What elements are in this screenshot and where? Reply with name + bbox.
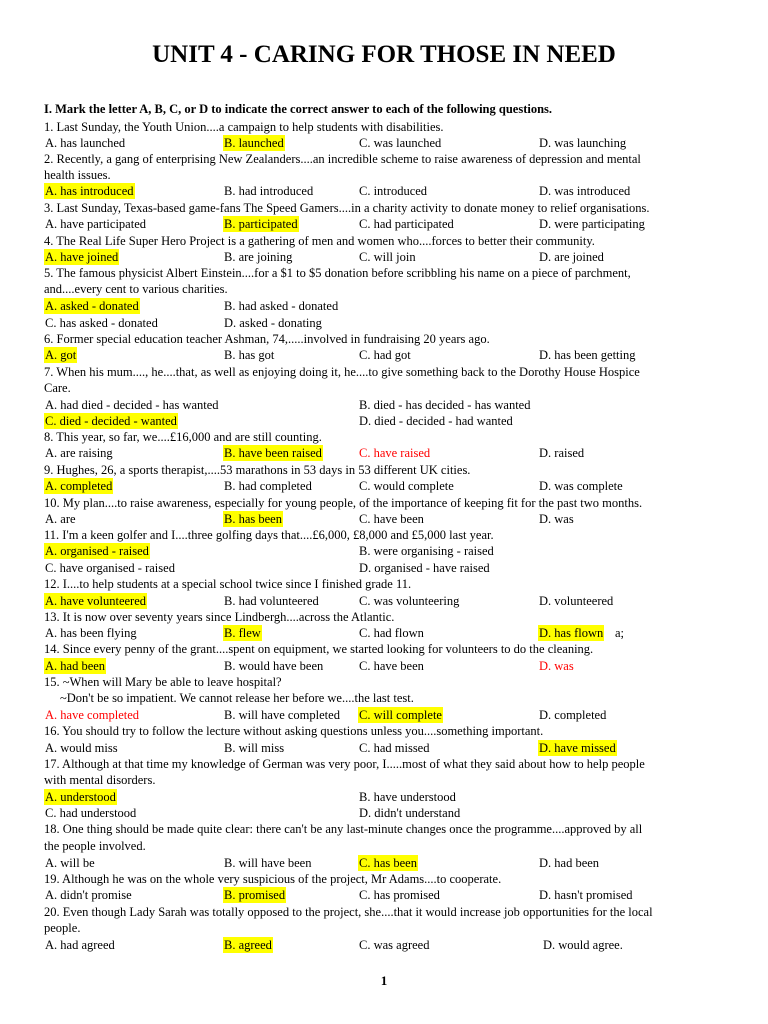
q3-option-b: B. participated [224,217,298,231]
q13-option-d: D. has flown [539,626,604,640]
q4-option-c: C. will join [359,250,416,264]
q10-option-b: B. has been [224,512,282,526]
question-8-text: 8. This year, so far, we....£16,000 and are still counting. [44,430,322,444]
q4-option-a: A. have joined [45,250,119,264]
q20-option-d: D. would agree. [543,938,623,952]
question-13-text: 13. It is now over seventy years since Lindbergh....across the Atlantic. [44,610,395,624]
question-2-text: 2. Recently, a gang of enterprising New Zealanders....an incredible scheme to raise awareness of depression and mental [44,152,641,166]
question-18-text-cont: the people involved. [44,839,146,853]
q5-option-c: C. has asked - donated [45,316,158,330]
q10-option-c: C. have been [359,512,424,526]
q16-option-a: A. would miss [45,741,118,755]
question-6-text: 6. Former special education teacher Ashman, 74,.....involved in fundraising 20 years ago. [44,332,490,346]
q5-option-d: D. asked - donating [224,316,322,330]
q7-option-a: A. had died - decided - has wanted [45,398,219,412]
q10-option-a: A. are [45,512,76,526]
q8-option-d: D. raised [539,446,585,460]
q3-option-d: D. were participating [539,217,645,231]
question-5-text: 5. The famous physicist Albert Einstein....for a $1 to $5 donation before scribbling his name on a piece of parchment, [44,266,631,280]
page-title: UNIT 4 - CARING FOR THOSE IN NEED [152,41,616,68]
q8-option-b: B. have been raised [224,446,322,460]
q14-option-d: D. was [539,659,574,673]
q17-option-d: D. didn't understand [359,806,461,820]
question-20-text-cont: people. [44,921,81,935]
page-number: 1 [380,973,388,988]
q5-option-b: B. had asked - donated [224,299,339,313]
question-17-text: 17. Although at that time my knowledge of German was very poor, I.....most of what they said about how to help people [44,757,645,771]
question-7-text: 7. When his mum...., he....that, as well as enjoying doing it, he....to give something back to the Dorothy House Hospice [44,365,640,379]
q6-option-a: A. got [45,348,77,362]
q14-option-a: A. had been [45,659,106,673]
question-14-text: 14. Since every penny of the grant....spent on equipment, we started looking for volunteers to do the cleaning. [44,642,594,656]
q13-option-c: C. had flown [359,626,424,640]
q4-option-b: B. are joining [224,250,293,264]
q6-option-b: B. has got [224,348,275,362]
q20-option-b: B. agreed [224,938,272,952]
question-2-text-cont: health issues. [44,168,111,182]
q12-option-d: D. volunteered [539,594,614,608]
q1-option-a: A. has launched [45,136,126,150]
q9-option-d: D. was complete [539,479,623,493]
question-19-text: 19. Although he was on the whole very suspicious of the project, Mr Adams....to cooperate. [44,872,502,886]
q18-option-c: C. has been [359,856,417,870]
q11-option-b: B. were organising - raised [359,544,494,558]
q9-option-b: B. had completed [224,479,312,493]
q10-option-d: D. was [539,512,574,526]
question-15-text-cont: ~Don't be so impatient. We cannot release her before we....the last test. [60,691,414,705]
q7-option-b: B. died - has decided - has wanted [359,398,531,412]
q8-option-a: A. are raising [45,446,113,460]
question-17-text-cont: with mental disorders. [44,773,156,787]
q12-option-b: B. had volunteered [224,594,319,608]
q18-option-b: B. will have been [224,856,312,870]
q11-option-c: C. have organised - raised [45,561,175,575]
q19-option-a: A. didn't promise [45,888,132,902]
q1-option-b: B. launched [224,136,284,150]
q2-option-b: B. had introduced [224,184,314,198]
q14-option-c: C. have been [359,659,424,673]
q4-option-d: D. are joined [539,250,604,264]
question-7-text-cont: Care. [44,381,71,395]
q17-option-b: B. have understood [359,790,456,804]
section-instruction: I. Mark the letter A, B, C, or D to indicate the correct answer to each of the following questions. [44,102,553,116]
q12-option-c: C. was volunteering [359,594,460,608]
q15-option-b: B. will have completed [224,708,340,722]
q18-option-d: D. had been [539,856,600,870]
q8-option-c: C. have raised [359,446,431,460]
q1-option-d: D. was launching [539,136,627,150]
q11-option-d: D. organised - have raised [359,561,490,575]
q2-option-c: C. introduced [359,184,428,198]
question-20-text: 20. Even though Lady Sarah was totally opposed to the project, she....that it would increase job opportunities for the local [44,905,653,919]
question-1-text: 1. Last Sunday, the Youth Union....a campaign to help students with disabilities. [44,120,444,134]
question-16-text: 16. You should try to follow the lecture without asking questions unless you....something important. [44,724,544,738]
q16-option-b: B. will miss [224,741,285,755]
q16-option-d: D. have missed [539,741,616,755]
q9-option-c: C. would complete [359,479,454,493]
q5-option-a: A. asked - donated [45,299,139,313]
question-18-text: 18. One thing should be made quite clear: there can't be any last-minute changes once the programme....approved by all [44,822,643,836]
q13-option-a: A. has been flying [45,626,137,640]
question-12-text: 12. I....to help students at a special school twice since I finished grade 11. [44,577,412,591]
q2-option-a: A. has introduced [45,184,134,198]
question-10-text: 10. My plan....to raise awareness, especially for young people, of the importance of keeping fit for the past two months. [44,496,643,510]
q6-option-c: C. had got [359,348,411,362]
question-15-text: 15. ~When will Mary be able to leave hospital? [44,675,282,689]
q20-option-c: C. was agreed [359,938,430,952]
q15-option-d: D. completed [539,708,607,722]
question-4-text: 4. The Real Life Super Hero Project is a gathering of men and women who....forces to better their community. [44,234,595,248]
q17-option-a: A. understood [45,790,116,804]
q19-option-d: D. hasn't promised [539,888,633,902]
q16-option-c: C. had missed [359,741,430,755]
q13-stray-note: a; [615,626,625,640]
question-3-text: 3. Last Sunday, Texas-based game-fans The Speed Gamers....in a charity activity to donate money to relief organisations. [44,201,650,215]
q14-option-b: B. would have been [224,659,324,673]
q7-option-c: C. died - decided - wanted [45,414,177,428]
q6-option-d: D. has been getting [539,348,636,362]
q3-option-a: A. have participated [45,217,146,231]
q7-option-d: D. died - decided - had wanted [359,414,513,428]
q2-option-d: D. was introduced [539,184,631,198]
q19-option-b: B. promised [224,888,286,902]
q1-option-c: C. was launched [359,136,442,150]
q9-option-a: A. completed [45,479,113,493]
q18-option-a: A. will be [45,856,95,870]
q3-option-c: C. had participated [359,217,454,231]
q17-option-c: C. had understood [45,806,137,820]
q13-option-b: B. flew [224,626,261,640]
q15-option-a: A. have completed [45,708,140,722]
q20-option-a: A. had agreed [45,938,115,952]
question-9-text: 9. Hughes, 26, a sports therapist,....53 marathons in 53 days in 53 different UK cities. [44,463,471,477]
q11-option-a: A. organised - raised [45,544,149,558]
q15-option-c: C. will complete [359,708,442,722]
q12-option-a: A. have volunteered [45,594,147,608]
question-5-text-cont: and....every cent to various charities. [44,282,228,296]
question-11-text: 11. I'm a keen golfer and I....three golfing days that....£6,000, £8,000 and £5,000 last year. [44,528,494,542]
q19-option-c: C. has promised [359,888,440,902]
